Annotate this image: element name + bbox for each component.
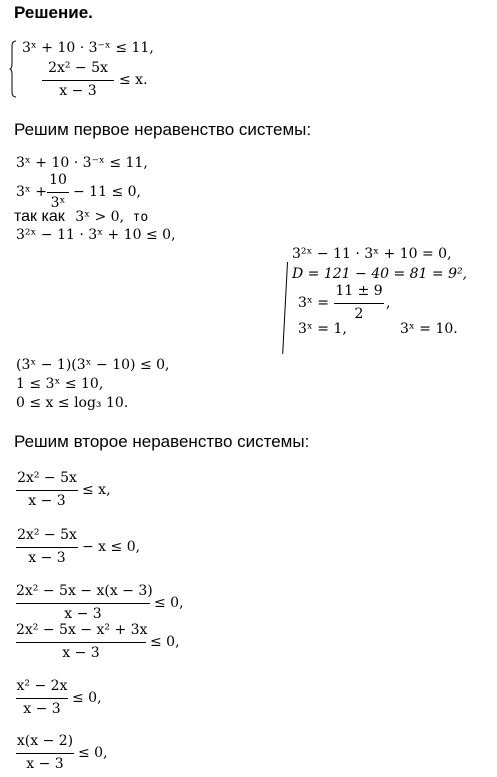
section-1-title: Решим первое неравенство системы: <box>14 120 312 139</box>
fraction-bar <box>47 192 69 193</box>
s1-line-6: 1 ≤ 3ˣ ≤ 10, <box>16 376 104 392</box>
s2-fraction-1 <box>16 470 146 512</box>
system-brace <box>9 40 17 98</box>
s1-line-1: 3ˣ + 10 · 3⁻ˣ ≤ 11, <box>16 155 148 171</box>
fraction-rest: ≤ 0, <box>154 595 184 611</box>
side-line-1: 3²ˣ − 11 · 3ˣ + 10 = 0, <box>292 246 452 262</box>
fraction-numerator: 11 ± 9 <box>335 283 383 299</box>
s1-line-3-math: 3ˣ > 0, <box>75 209 125 225</box>
side-line-2: D = 121 − 40 = 81 = 9², <box>292 266 468 282</box>
s1-line-3 <box>14 207 148 228</box>
fraction-bar <box>16 547 78 548</box>
side-line-3-rest: , <box>386 295 391 311</box>
side-line-3-lead: 3ˣ = <box>298 295 330 311</box>
fraction-numerator: 2x² − 5x <box>17 470 77 486</box>
s2-fraction-3 <box>16 583 216 625</box>
fraction-denominator: 3ˣ <box>50 195 66 211</box>
fraction-denominator: x − 3 <box>26 756 64 772</box>
fraction-numerator: 2x² − 5x <box>17 527 77 543</box>
section-2-title: Решим второе неравенство системы: <box>14 432 310 451</box>
fraction-bar <box>16 603 150 604</box>
s1-line-2-rest: − 11 ≤ 0, <box>73 184 141 200</box>
side-line-4-right: 3ˣ = 10. <box>400 321 458 337</box>
solution-heading: Решение. <box>14 3 93 22</box>
fraction-bar <box>42 80 114 81</box>
fraction-bar <box>16 698 68 699</box>
s1-line-3-word: то <box>132 210 149 225</box>
fraction-rest: − x ≤ 0, <box>82 539 141 555</box>
fraction-bar <box>16 753 74 754</box>
fraction-denominator: x − 3 <box>62 645 100 661</box>
s2-fraction-5 <box>16 678 146 720</box>
side-line-4-left: 3ˣ = 1, <box>298 321 347 337</box>
s1-line-5: (3ˣ − 1)(3ˣ − 10) ≤ 0, <box>16 357 170 373</box>
system-line-1: 3ˣ + 10 · 3⁻ˣ ≤ 11, <box>22 40 154 56</box>
side-divider-line <box>282 262 288 354</box>
s1-line-2-lead: 3ˣ + <box>16 184 48 200</box>
fraction-numerator: 10 <box>49 172 67 188</box>
s2-fraction-6 <box>16 733 146 775</box>
s2-fraction-2 <box>16 527 166 569</box>
fraction-numerator: x(x − 2) <box>16 733 74 749</box>
fraction-bar <box>334 303 384 304</box>
fraction-denominator: x − 3 <box>28 550 66 566</box>
side-line-3 <box>298 283 418 325</box>
fraction-numerator: 2x² − 5x <box>48 60 108 76</box>
fraction-numerator: 2x² − 5x − x(x − 3) <box>16 583 153 599</box>
fraction-rest: ≤ 0, <box>72 690 102 706</box>
fraction-denominator: x − 3 <box>64 606 102 622</box>
fraction-denominator: x − 3 <box>23 701 61 717</box>
fraction-rest: ≤ x. <box>119 72 148 88</box>
fraction-rest: ≤ 0, <box>78 745 108 761</box>
s1-line-3-text: так как <box>14 208 65 225</box>
fraction-rest: ≤ 0, <box>150 634 180 650</box>
fraction-numerator: x² − 2x <box>16 678 68 694</box>
s1-line-4: 3²ˣ − 11 · 3ˣ + 10 ≤ 0, <box>16 227 176 243</box>
system-line-2 <box>42 60 162 102</box>
fraction-denominator: x − 3 <box>59 83 97 99</box>
fraction-numerator: 2x² − 5x − x² + 3x <box>16 622 148 638</box>
fraction-bar <box>16 490 78 491</box>
fraction-rest: ≤ x, <box>82 482 111 498</box>
fraction-denominator: x − 3 <box>28 493 66 509</box>
s2-fraction-4 <box>16 622 216 664</box>
fraction-denominator: 2 <box>354 306 364 322</box>
s1-line-7: 0 ≤ x ≤ log₃ 10. <box>16 395 129 411</box>
fraction-bar <box>16 642 146 643</box>
